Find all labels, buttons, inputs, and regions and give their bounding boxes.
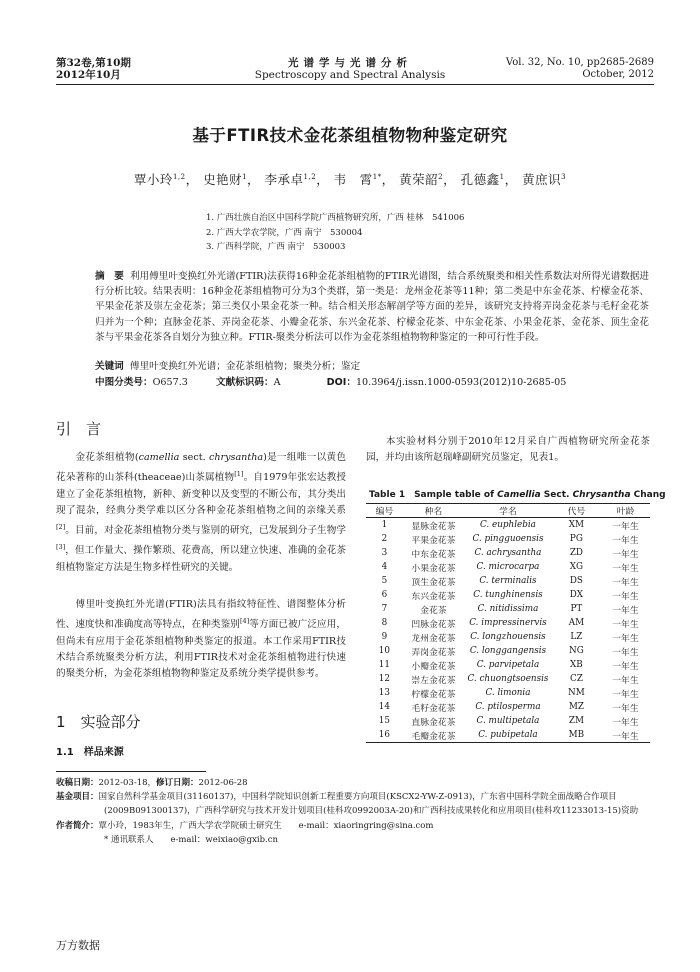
cell-scientific-name: C. longgangensis	[469, 646, 547, 656]
cell-number: 2	[381, 534, 388, 544]
cell-code: PT	[570, 604, 583, 614]
cell-number: 4	[381, 562, 388, 572]
cell-species: 金花茶	[420, 605, 447, 616]
doc-code-label: 文献标识码：	[216, 377, 274, 388]
cell-leaf-age: 一年生	[612, 703, 639, 714]
intro-heading: 引 言	[56, 420, 102, 438]
table-row	[366, 574, 650, 588]
cell-species: 平果金花茶	[411, 535, 456, 546]
cell-leaf-age: 一年生	[612, 619, 639, 630]
cell-code: ZD	[569, 548, 583, 558]
cell-species: 毛瓣金花茶	[403, 728, 464, 743]
journal-name-cn: 光谱学与光谱分析	[288, 57, 412, 69]
cell-code: NM	[568, 688, 585, 698]
table-row	[366, 588, 650, 602]
cell-code: XG	[569, 562, 584, 572]
cell-leaf-age: 一年生	[612, 577, 639, 588]
cell-number: 1	[381, 520, 388, 530]
cell-number: 3	[381, 548, 388, 558]
cell-species: 直脉金花茶	[411, 717, 456, 728]
affiliation: 3. 广西科学院，广西 南宁 530003	[206, 242, 346, 252]
cell-code: XB	[570, 660, 583, 670]
table-row	[366, 686, 650, 700]
cell-number: 12	[378, 674, 390, 684]
cell-species: 弄岗金花茶	[411, 647, 456, 658]
table-row	[366, 616, 650, 630]
cell-scientific-name: C. parvipetala	[476, 660, 540, 670]
cell-species: 东兴金花茶	[411, 591, 456, 602]
table-row	[366, 700, 650, 714]
sample-table	[366, 503, 650, 743]
cell-code: XM	[568, 520, 585, 530]
cell-scientific-name: C. ptilosperma	[475, 702, 541, 712]
intro-paragraph-1: 金花茶组植物(camellia sect. chrysantha)是一组唯一以黄色花朵著称的山茶科(theaceae)山茶属植物[1]。自1979年张宏达教授建立了金花茶组植物，新种、新变种以及变型的不断公布，其分类出现了混杂，经典分类学难以区分各种金花茶组植物之间的亲缘关系[2]。目前，对金花茶组植物分类与鉴别的研究，已发展到分子生物学[3]，但工作量大、操作繁琐、花费高，所以建立快速、准确的金花茶组植物鉴定方法是生物多样性研究的关键。	[56, 452, 346, 573]
cell-number: 14	[378, 702, 390, 712]
cell-leaf-age: 一年生	[612, 689, 639, 700]
cell-leaf-age: 一年生	[612, 647, 639, 658]
cell-leaf-age: 一年生	[612, 549, 639, 560]
keywords-block	[95, 359, 655, 391]
cell-leaf-age: 一年生	[612, 521, 639, 532]
cell-leaf-age: 一年生	[612, 633, 639, 644]
cell-scientific-name: C. pingguoensis	[472, 534, 544, 544]
sample-source-paragraph: 本实验材料分别于2010年12月采自广西植物研究所金花茶园，并均由该所赵瑞峰副研究员鉴定，见表1。	[366, 436, 650, 464]
cell-number: 10	[378, 646, 390, 656]
abstract-label: 摘 要	[95, 271, 124, 282]
cell-number: 15	[378, 716, 390, 726]
cell-scientific-name: C. multipetala	[476, 716, 540, 726]
table-header-row	[366, 504, 650, 518]
abstract	[95, 269, 649, 345]
author: 覃小玲$^{1,2}$	[133, 172, 186, 187]
cell-species: 顶生金花茶	[411, 577, 456, 588]
date-en: October, 2012	[582, 69, 654, 80]
source-watermark: 万方数据	[56, 939, 100, 952]
clc-label: 中图分类号：	[95, 377, 153, 388]
col-header-number: 编号	[366, 504, 403, 518]
table-row	[366, 630, 650, 644]
cell-code: MB	[552, 728, 601, 743]
footnote-divider	[56, 771, 206, 772]
cell-leaf-age: 一年生	[612, 591, 639, 602]
cell-code: DS	[569, 576, 583, 586]
cell-species: 毛籽金花茶	[411, 703, 456, 714]
cell-number: 9	[381, 632, 388, 642]
abstract-text: 利用傅里叶变换红外光谱(FTIR)法获得16种金花茶组植物的FTIR光谱图，结合系统聚类和相关性系数法对所得光谱数据进行分析比较。结果表明：16种金花茶组植物可分为3个类群，第一类是：龙州金花茶等11种；第二类是中东金花茶、柠檬金花茶、平果金花茶及崇左金花茶；第三类仅小果金花茶一种。结合相关形态解剖学等方面的差异，该研究支持将弄岗金花茶与毛籽金花茶归并为一个种；直脉金花茶、弄岗金花茶、小瓣金花茶、东兴金花茶、柠檬金花茶、中东金花茶、小果金花茶、金花茶、顶生金花茶与平果金花茶各自划分为独立种。FTIR-聚类分析法可以作为金花茶组植物物种鉴定的一种可行性手段。	[95, 271, 649, 343]
cell-number: 7	[381, 604, 388, 614]
author: 史艳财$^1$	[203, 172, 248, 187]
doi-value: 10.3964/j.issn.1000-0593(2012)10-2685-05	[355, 377, 567, 388]
cell-number: 6	[381, 590, 388, 600]
cell-code: DX	[569, 590, 584, 600]
table-row	[366, 644, 650, 658]
author: 孔德鑫$^1$	[460, 172, 505, 187]
col-header-code: 代号	[552, 504, 601, 518]
cell-leaf-age: 一年生	[612, 563, 639, 574]
cell-scientific-name: C. nitidissima	[477, 604, 539, 614]
table-row	[366, 728, 650, 743]
table-row	[366, 714, 650, 728]
cell-species: 小果金花茶	[411, 563, 456, 574]
cell-leaf-age: 一年生	[612, 675, 639, 686]
cell-code: PG	[569, 534, 583, 544]
cell-code: CZ	[569, 674, 583, 684]
cell-number: 13	[378, 688, 390, 698]
cell-leaf-age: 一年生	[612, 535, 639, 546]
author-list: 覃小玲$^{1,2}$， 史艳财$^1$， 李承卓$^{1,2}$， 韦 霄$^{1*}$， 黄荣韶$^2$， 孔德鑫$^1$， 黄庶识$^3$	[133, 172, 567, 187]
keywords-label: 关键词	[95, 361, 124, 372]
table-caption: Table 1 Sample table of Camellia Sect. Chrysantha Chang	[369, 490, 666, 500]
cell-leaf-age: 一年生	[612, 605, 639, 616]
cell-species: 显脉金花茶	[411, 521, 456, 532]
cell-species: 龙州金花茶	[411, 633, 456, 644]
affiliation: 2. 广西大学农学院，广西 南宁 530004	[206, 227, 363, 238]
cell-scientific-name: C. impressinervis	[469, 618, 547, 628]
table-row	[366, 518, 650, 533]
volume-cn: 第32卷,第10期	[56, 57, 131, 69]
cell-scientific-name: C. microcarpa	[476, 562, 540, 572]
cell-scientific-name: C. longzhouensis	[470, 632, 546, 642]
table-row	[366, 532, 650, 546]
author-bio-note: 作者简介：覃小玲，1983年生，广西大学农学院硕士研究生 e-mail：xiaoringring@sina.com	[56, 820, 434, 831]
cell-species: 小瓣金花茶	[411, 661, 456, 672]
author: 韦 霄$^{1*}$	[333, 172, 382, 187]
cell-code: AM	[568, 618, 585, 628]
affiliation: 1. 广西壮族自治区中国科学院广西植物研究所，广西 桂林 541006	[206, 213, 465, 223]
col-header-leaf-age: 叶龄	[601, 504, 650, 518]
keywords-text: 傅里叶变换红外光谱；金花茶组植物；聚类分析；鉴定	[129, 361, 361, 372]
cell-number: 5	[381, 576, 388, 586]
table-row	[366, 602, 650, 616]
cell-leaf-age: 一年生	[612, 661, 639, 672]
cell-code: ZM	[568, 716, 584, 726]
author: 黄荣韶$^2$	[399, 172, 444, 187]
cell-scientific-name: C. limonia	[485, 688, 531, 698]
table-row	[366, 658, 650, 672]
cell-code: NG	[569, 646, 584, 656]
cell-code: LZ	[570, 632, 583, 642]
cell-leaf-age: 一年生	[612, 717, 639, 728]
date-cn: 2012年10月	[56, 69, 121, 81]
cell-code: MZ	[568, 702, 584, 712]
col-header-scientific-name: 学名	[464, 504, 552, 518]
journal-name-en: Spectroscopy and Spectral Analysis	[254, 69, 446, 81]
cell-scientific-name: C. euphlebia	[480, 520, 536, 530]
subsection-1-1-heading: 1.1 样品来源	[56, 747, 124, 758]
cell-number: 8	[381, 618, 388, 628]
cell-leaf-age: 一年生	[601, 728, 650, 743]
cell-scientific-name: C. chuongtsoensis	[467, 674, 549, 684]
table-row	[366, 672, 650, 686]
doc-code-value: A	[273, 377, 281, 388]
fund-note: 基金项目：国家自然科学基金项目(31160137)，中国科学院知识创新工程重要方向项目(KSCX2-YW-Z-0913)，广东省中国科学院全面战略合作项目(2009B091300137)，广西科学研究与技术开发计划项目(桂科攻0992003A-20)和广西科技成果转化和应用项目(桂科攻11233013-15)资助	[56, 792, 639, 817]
affiliations	[206, 211, 464, 255]
cell-species: 中东金花茶	[411, 549, 456, 560]
cell-species: 柠檬金花茶	[411, 689, 456, 700]
cell-number: 16	[366, 728, 403, 743]
table-row	[366, 546, 650, 560]
author: 黄庶识$^3$	[522, 172, 567, 187]
clc-value: O657.3	[152, 377, 188, 388]
author: 李承卓$^{1,2}$	[264, 172, 317, 187]
cell-number: 11	[378, 660, 390, 670]
col-header-species: 种名	[403, 504, 464, 518]
dates-note: 收稿日期：2012-03-18，修订日期：2012-06-28	[56, 778, 248, 788]
cell-scientific-name: C. tunghinensis	[473, 590, 543, 600]
cell-scientific-name: C. achrysantha	[474, 548, 542, 558]
header-divider	[56, 84, 654, 85]
paper-title: 基于FTIR技术金花茶组植物物种鉴定研究	[192, 126, 508, 145]
corresponding-author-note: * 通讯联系人 e-mail：weixiao@gxib.cn	[104, 834, 278, 845]
cell-scientific-name: C. terminalis	[479, 576, 537, 586]
table-row	[366, 560, 650, 574]
cell-scientific-name: C. pubipetala	[464, 728, 552, 743]
intro-paragraph-2: 傅里叶变换红外光谱(FTIR)法具有指纹特征性、谱图整体分析性、速度快和准确度高等特点，在种类鉴别[4]等方面已被广泛应用，但尚未有应用于金花茶组植物种类鉴定的报道。本工作采用FTIR技术结合系统聚类分析方法，利用FTIR技术对金花茶组植物进行快速的聚类分析，为金花茶组植物物种鉴定及系统分类学提供参考。	[56, 599, 347, 679]
doi-label: DOI：	[326, 377, 356, 388]
cell-species: 凹脉金花茶	[411, 619, 456, 630]
journal-volume-en	[506, 57, 654, 81]
cell-species: 崇左金花茶	[411, 675, 456, 686]
volume-en: Vol. 32, No. 10, pp2685-2689	[505, 57, 654, 68]
footnotes	[56, 776, 656, 847]
section-1-heading: 1 实验部分	[56, 713, 141, 731]
